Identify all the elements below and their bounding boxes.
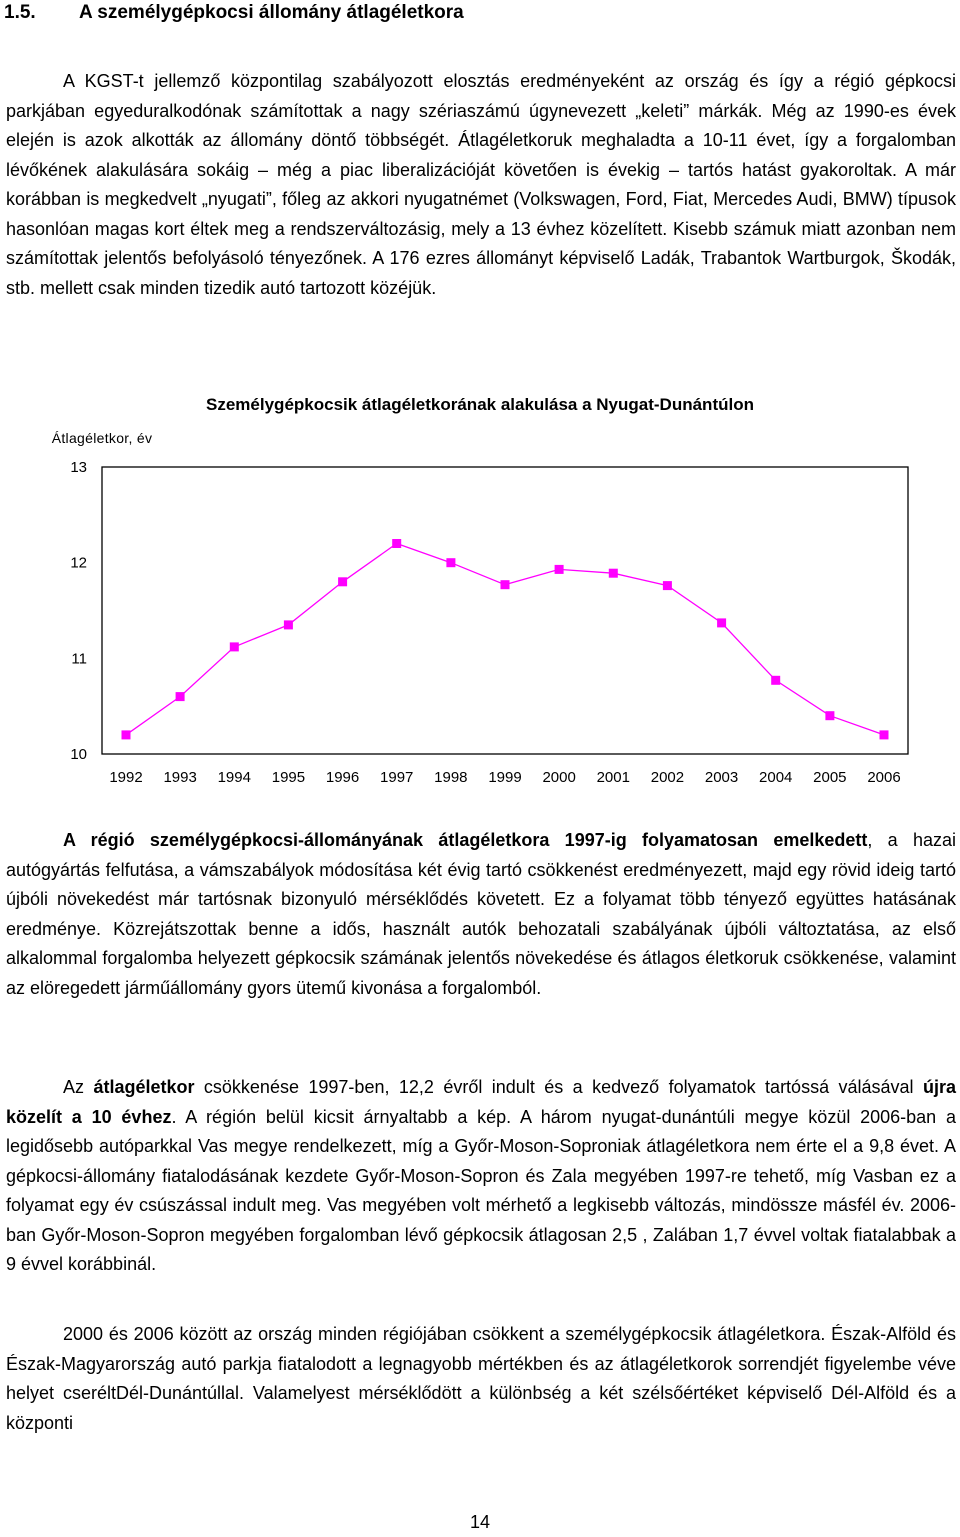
x-tick-label: 2005 [813,769,847,786]
data-point-marker [555,565,564,574]
x-tick-labels [109,769,900,786]
section-heading [4,2,464,24]
x-tick-label: 2001 [596,769,630,786]
x-tick-label: 1995 [271,769,306,786]
data-point-marker [825,711,834,720]
data-point-marker [230,642,239,651]
x-tick-label: 1999 [488,769,522,786]
data-point-marker [609,569,618,578]
data-point-marker [284,620,293,629]
paragraph-3-text-2: csökkenése 1997-ben, 12,2 évről indult és a kedvező folyamatok tartóssá válásával [194,1077,923,1097]
x-tick-label: 2006 [867,769,901,786]
series-markers [122,539,889,739]
y-tick-label: 11 [71,650,87,668]
data-point-marker [663,581,672,590]
x-tick-label: 1997 [380,769,414,786]
data-point-marker [122,730,131,739]
paragraph-3-text-1: Az [63,1077,94,1097]
plot-area [102,467,908,754]
x-tick-label: 2003 [704,769,739,786]
section-number: 1.5. [4,2,36,23]
chart-title: Személygépkocsik átlagéletkorának alakulása a Nyugat-Dunántúlon [206,395,754,414]
paragraph-3 [6,1073,956,1280]
paragraph-3-text-3: . A régión belül kicsit árnyaltabb a kép. A három nyugat-dunántúli megye közül 2006-ban a legidősebb autóparkkal Vas megye rendelkezett, míg a Győr-Moson-Soproniak átlagéletkora nem érte el a 9,8 évet. A gépkocsi-állomány fiatalodásának kezdete Győr-Moson-Sopron és Zala megyében 1997-re tehető, míg Vasban ez a folyamat egy év csúszással indult meg. Vas megyében volt mérhető a legkisebb változás, mindössze másfél év. 2006-ban Győr-Moson-Sopron megyében forgalomban lévő gépkocsik átlagosan 2,5 , Zalában 1,7 évvel voltak fiatalabbak a 9 évvel korábbinál. [6,1106,956,1274]
series-line [126,544,884,735]
data-point-marker [176,692,185,701]
y-tick-label: 13 [70,459,87,476]
paragraph-3-bold-1: átlagéletkor [93,1077,195,1097]
paragraph-3-bold-2: újra közelít a 10 évhez [6,1077,956,1127]
page-number: 14 [469,1512,491,1532]
x-tick-label: 1993 [163,769,197,786]
y-axis-label: Átlagéletkor, év [51,430,153,446]
x-tick-label: 1994 [217,769,251,786]
data-point-marker [717,618,726,627]
x-tick-label: 2000 [542,769,576,786]
data-point-marker [501,580,510,589]
paragraph-2-text: , a hazai autógyártás felfutása, a vámszabályok módosítása két évig tartó csökkenést eredményezett, majd egy rövid ideig tartó újbóli növekedést már tartósnak bizonyuló mérséklődés követett. Ez a folyamat több tényező együttes hatásának eredménye. Közrejátszottak benne a idős, használt autók behozatali szabályának újbóli változtatása, az első alkalommal forgalomba helyezett gépkocsik számának jelentős növekedése és átlagos életkoruk csökkenése, valamint az elöregedett járműállomány gyors ütemű kivonása a forgalomból. [6,830,956,998]
y-tick-labels [70,459,87,763]
paragraph-1: A KGST-t jellemző központilag szabályozott elosztás eredményeként az ország és így a régió gépkocsi parkjában egyeduralkodónak számítottak a nagy szériaszámú úgynevezett „keleti” márkák. Még az 1990-es évek elején is azok alkották az állomány döntő többségét. Átlagéletkoruk meghaladta a 10-11 évet, így a forgalomban lévőkének alakulására sokáig – még a piac liberalizációját követően is évekig – tartós hatást gyakoroltak. A már korábban is megkedvelt „nyugati”, főleg az akkori nyugatnémet (Volkswagen, Ford, Fiat, Mercedes Audi, BMW) típusok hasonlóan magas kort éltek meg a rendszerváltozásig, mely a 13 évhez közelített. Kisebb számuk miatt azonban nem számítottak jelentős befolyásoló tényezőnek. A 176 ezres állományt képviselő Ladák, Trabantok Wartburgok, Škodák, stb. mellett csak minden tizedik autó tartozott közéjük. [6,71,956,298]
x-tick-label: 1998 [434,769,468,786]
data-point-marker [446,558,455,567]
paragraph-4: 2000 és 2006 között az ország minden régiójában csökkent a személygépkocsik átlagéletkora. Észak-Alföld és Észak-Magyarország autó parkja fiatalodott a legnagyobb mértékben és az átlagéletkorok sorrendjét figyelembe véve helyet cseréltDél-Dunántúllal. Valamelyest mérséklődött a különbség a két szélsőértéket képviselő Dél-Alföld és a központi [6,1324,956,1433]
x-tick-label: 2004 [759,769,793,786]
x-tick-label: 2002 [650,769,685,786]
paragraph-2 [6,826,956,1003]
x-tick-label: 1996 [325,769,360,786]
paragraph-2-bold: A régió személygépkocsi-állományának átlagéletkora 1997-ig folyamatosan emelkedett [63,830,868,850]
x-tick-label: 1992 [109,769,143,786]
data-point-marker [338,577,347,586]
line-chart [0,380,960,810]
data-point-marker [880,730,889,739]
section-title: A személygépkocsi állomány átlagéletkora [79,2,464,23]
data-point-marker [771,676,780,685]
y-tick-label: 12 [70,554,87,572]
data-point-marker [392,539,401,548]
y-tick-label: 10 [70,746,87,763]
